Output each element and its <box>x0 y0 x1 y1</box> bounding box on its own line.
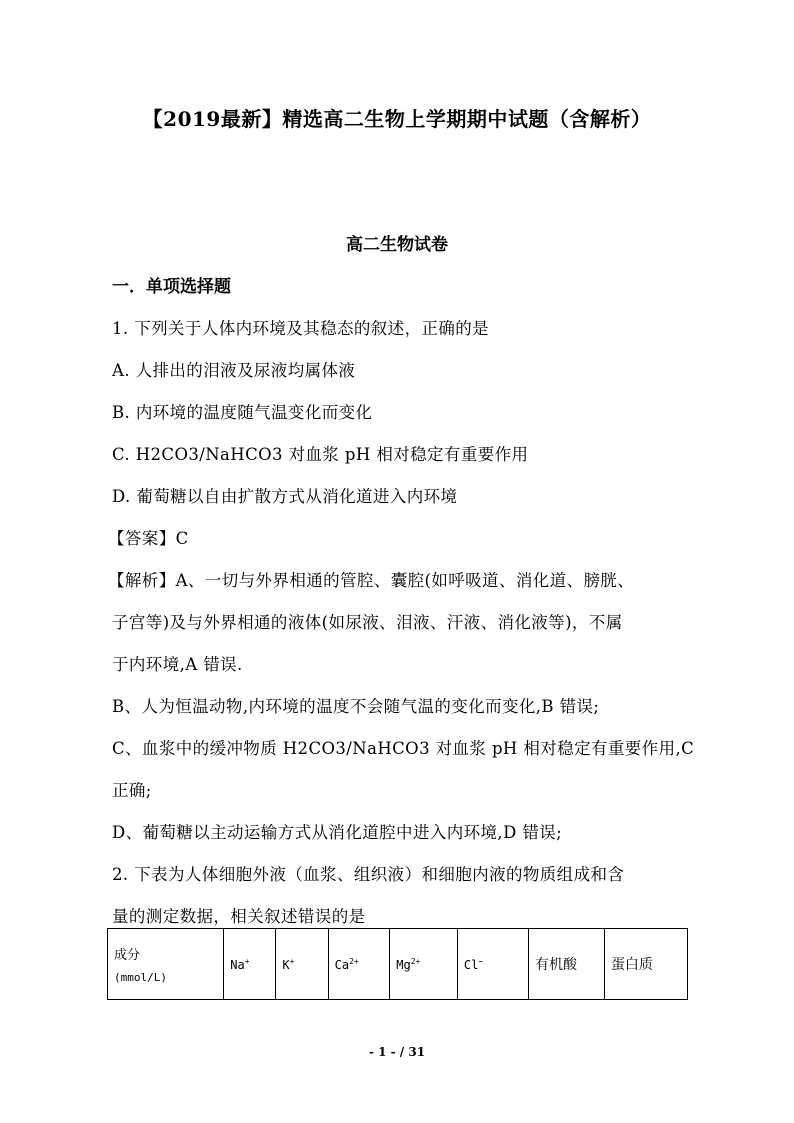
question-2-stem: 量的测定数据，相关叙述错误的是 <box>112 907 366 926</box>
table-header-cell <box>108 929 224 1000</box>
table-header-cell: K+ <box>276 929 328 1000</box>
analysis-line: B、人为恒温动物,内环境的温度不会随气温的变化而变化,B 错误; <box>112 697 600 716</box>
composition-table <box>107 928 688 1000</box>
analysis-line: D、葡萄糖以主动运输方式从消化道腔中进入内环境,D 错误; <box>112 823 563 842</box>
header-unit: (mmol/L) <box>114 971 167 984</box>
table-header-row <box>108 929 688 1000</box>
header-label: 成分 <box>114 948 141 963</box>
table-header-cell: $Ca^{2+}$ <box>328 929 390 1000</box>
question-2-stem: 2. 下表为人体细胞外液（血浆、组织液）和细胞内液的物质组成和含 <box>112 865 625 884</box>
section-heading: 一．单项选择题 <box>112 277 231 297</box>
analysis-line: 于内环境,A 错误. <box>112 655 243 674</box>
page-number: - 1 - / 31 <box>368 1045 426 1059</box>
exam-title: 高二生物试卷 <box>346 235 448 255</box>
analysis-line: 正确; <box>112 781 152 800</box>
question-1-option-d: D. 葡萄糖以自由扩散方式从消化道进入内环境 <box>112 487 458 506</box>
question-1-option-a: A. 人排出的泪液及尿液均属体液 <box>112 361 356 380</box>
question-1-stem: 1. 下列关于人体内环境及其稳态的叙述，正确的是 <box>112 319 490 338</box>
document-title: 【2019最新】精选高二生物上学期期中试题（含解析） <box>142 107 652 131</box>
analysis-line: C、血浆中的缓冲物质 H2CO3/NaHCO3 对血浆 pH 相对稳定有重要作用,C <box>112 739 695 758</box>
question-1-option-b: B. 内环境的温度随气温变化而变化 <box>112 403 373 422</box>
table-header-cell: 蛋白质 <box>604 929 687 1000</box>
analysis-line: 【解析】A、一切与外界相通的管腔、囊腔(如呼吸道、消化道、膀胱、 <box>108 571 635 590</box>
question-1-option-c: C. H2CO3/NaHCO3 对血浆 pH 相对稳定有重要作用 <box>112 445 529 464</box>
table-header-cell: Cl− <box>457 929 528 1000</box>
analysis-line: 子宫等)及与外界相通的液体(如尿液、泪液、汗液、消化液等)，不属 <box>112 613 623 632</box>
table-header-cell: Na+ <box>224 929 276 1000</box>
table-header-cell: $Mg^{2+}$ <box>390 929 458 1000</box>
question-1-answer: 【答案】C <box>108 529 189 548</box>
table-header-cell: 有机酸 <box>529 929 605 1000</box>
